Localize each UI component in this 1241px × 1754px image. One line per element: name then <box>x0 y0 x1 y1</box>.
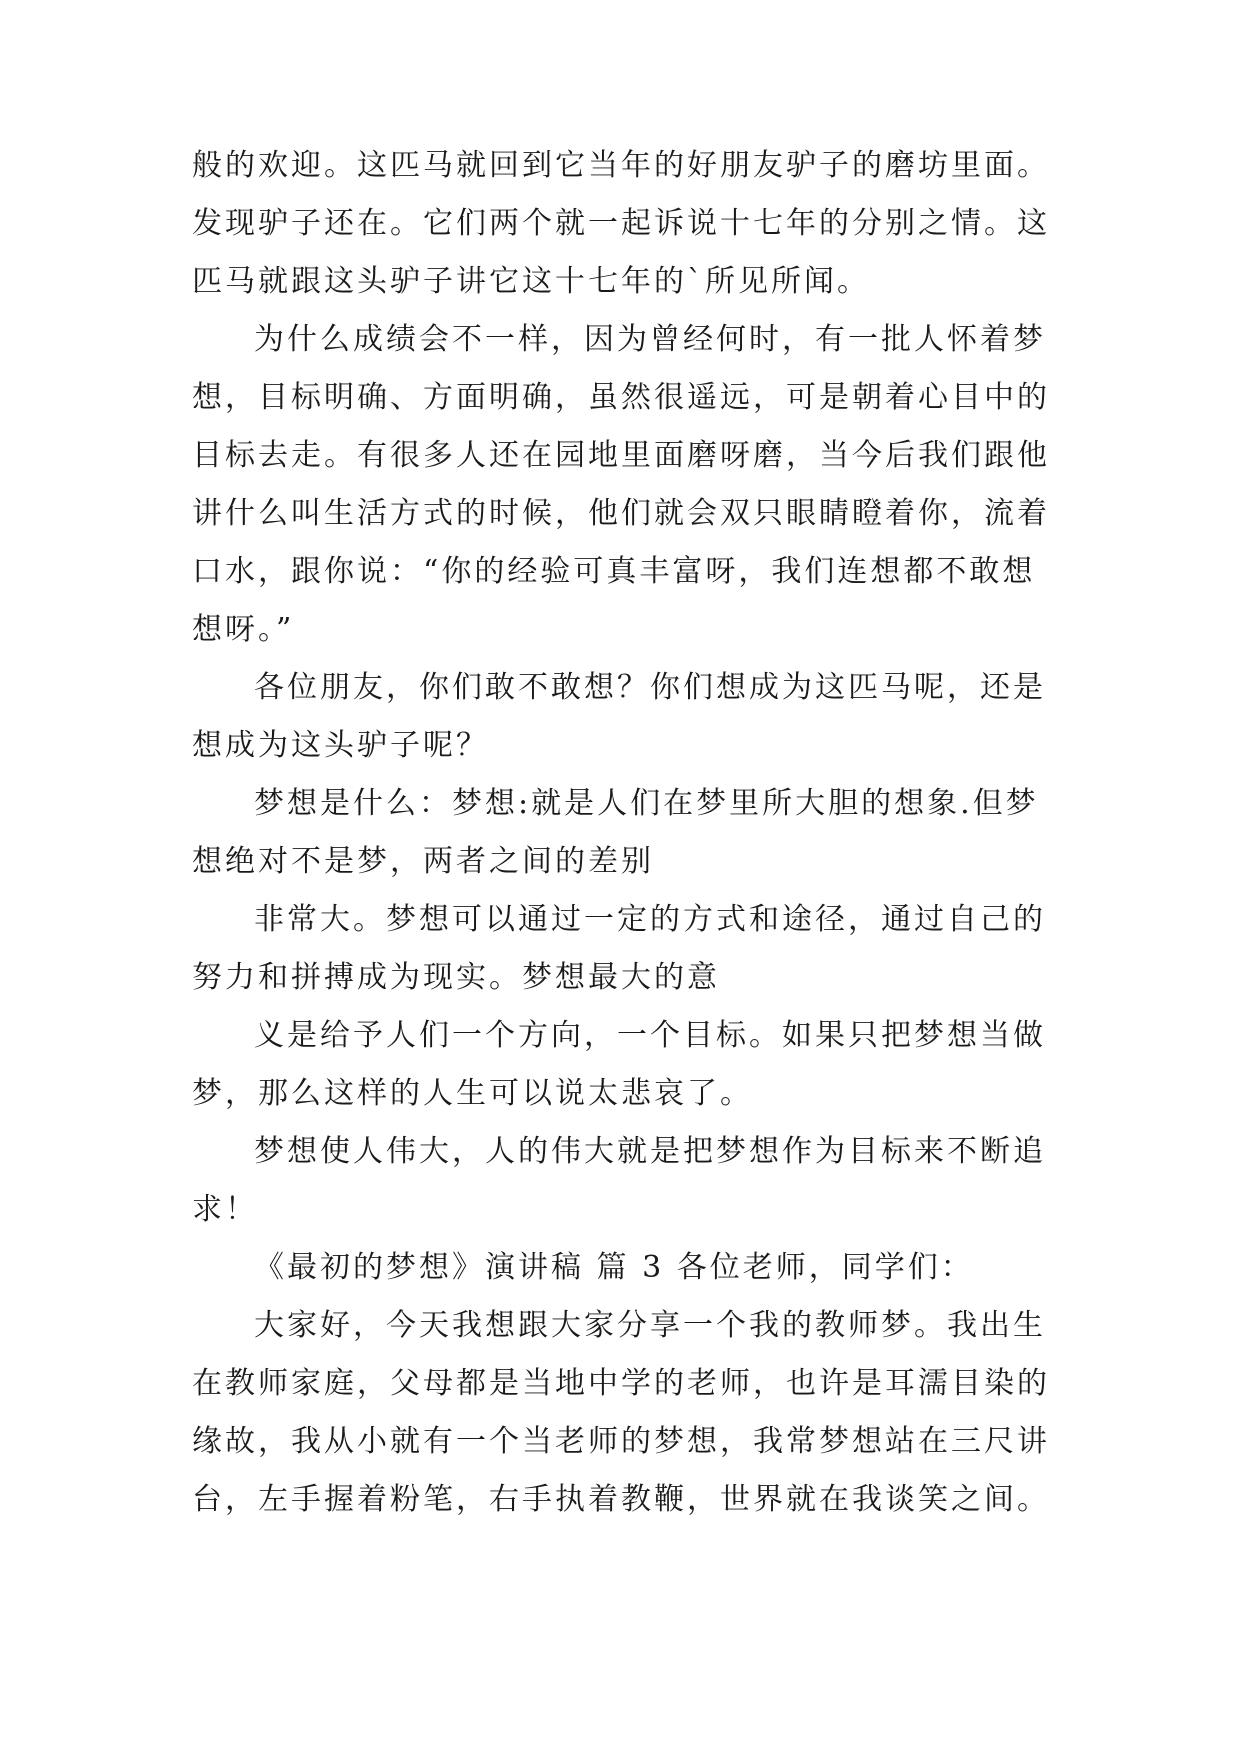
paragraph-first-line: 大家好，今天我想跟大家分享一个我的教师梦。我出生 <box>254 1308 1046 1343</box>
section-heading: 《最初的梦想》演讲稿 篇 3 各位老师，同学们： <box>254 1250 974 1285</box>
paragraph-first-line: 义是给予人们一个方向，一个目标。如果只把梦想当做 <box>254 1018 1046 1053</box>
text-line: 想绝对不是梦，两者之间的差别 <box>192 844 654 879</box>
paragraph-first-line: 梦想使人伟大，人的伟大就是把梦想作为目标来不断追 <box>254 1134 1046 1169</box>
text-line: 想，目标明确、方面明确，虽然很遥远，可是朝着心目中的 <box>192 380 1050 415</box>
text-line: 台，左手握着粉笔，右手执着教鞭，世界就在我谈笑之间。 <box>192 1482 1050 1517</box>
text-line: 匹马就跟这头驴子讲它这十七年的`所见所闻。 <box>192 264 870 299</box>
text-line: 想成为这头驴子呢？ <box>192 728 489 763</box>
paragraph-first-line: 各位朋友，你们敢不敢想？你们想成为这匹马呢，还是 <box>254 670 1046 705</box>
text-line: 想呀。” <box>192 612 295 647</box>
text-line: 口水，跟你说：“你的经验可真丰富呀，我们连想都不敢想 <box>192 554 1036 589</box>
paragraph-first-line: 梦想是什么：梦想:就是人们在梦里所大胆的想象.但梦 <box>254 786 1039 821</box>
text-line: 般的欢迎。这匹马就回到它当年的好朋友驴子的磨坊里面。 <box>192 148 1050 183</box>
paragraph-first-line: 为什么成绩会不一样，因为曾经何时，有一批人怀着梦 <box>254 322 1046 357</box>
text-line: 求！ <box>192 1192 258 1227</box>
text-line: 在教师家庭，父母都是当地中学的老师，也许是耳濡目染的 <box>192 1366 1050 1401</box>
text-line: 讲什么叫生活方式的时候，他们就会双只眼睛瞪着你，流着 <box>192 496 1050 531</box>
text-line: 目标去走。有很多人还在园地里面磨呀磨，当今后我们跟他 <box>192 438 1050 473</box>
paragraph-first-line: 非常大。梦想可以通过一定的方式和途径，通过自己的 <box>254 902 1046 937</box>
text-line: 缘故，我从小就有一个当老师的梦想，我常梦想站在三尺讲 <box>192 1424 1050 1459</box>
text-line: 发现驴子还在。它们两个就一起诉说十七年的分别之情。这 <box>192 206 1050 241</box>
text-line: 梦，那么这样的人生可以说太悲哀了。 <box>192 1076 753 1111</box>
text-line: 努力和拼搏成为现实。梦想最大的意 <box>192 960 720 995</box>
